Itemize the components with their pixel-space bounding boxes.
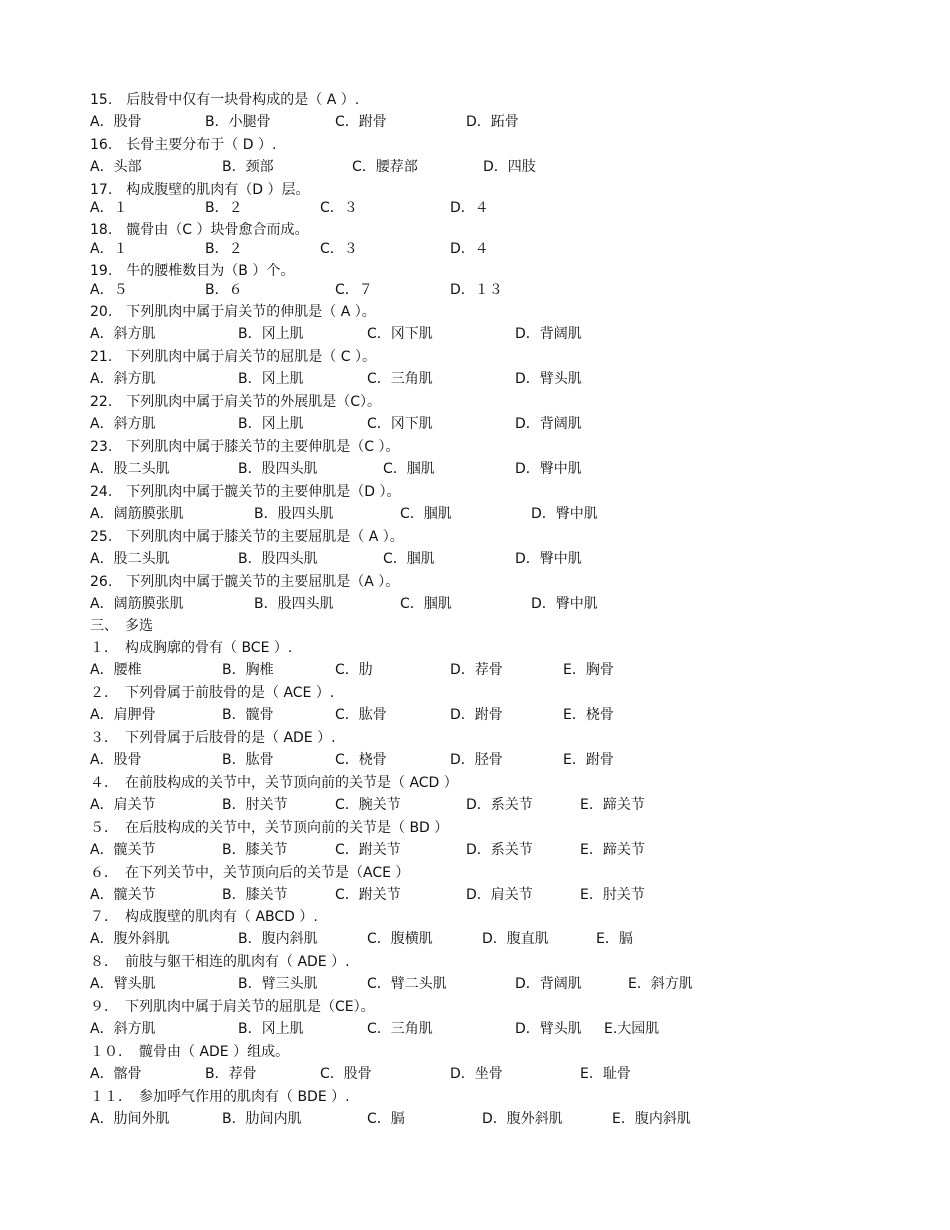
question-stem: 19. 牛的腰椎数目为（B ）个。: [90, 263, 295, 279]
answer-option: D．肩关节: [466, 887, 533, 903]
answer-option: A．头部: [90, 159, 142, 175]
answer-option: A．１: [90, 241, 128, 257]
answer-option: A．髂骨: [90, 1066, 142, 1082]
answer-option: A．股二头肌: [90, 461, 170, 477]
question-stem: ９． 下列肌肉中属于肩关节的屈肌是（CE）。: [90, 999, 375, 1015]
answer-option: D．４: [450, 241, 489, 257]
answer-option: C．腹横肌: [367, 931, 433, 947]
question-stem: ８． 前肢与躯干相连的肌肉有（ ADE ）.: [90, 954, 350, 970]
answer-option: C．３: [320, 241, 358, 257]
answer-option: B．肱骨: [222, 752, 274, 768]
answer-option: B．６: [205, 282, 243, 298]
question-stem: 25. 下列肌肉中属于膝关节的主要屈肌是（ A ）。: [90, 529, 404, 545]
answer-option: E．肘关节: [580, 887, 645, 903]
answer-option: C．臂二头肌: [367, 976, 447, 992]
answer-option: B．股四头肌: [254, 596, 334, 612]
answer-option: C．７: [335, 282, 373, 298]
answer-option: B．２: [205, 200, 243, 216]
question-stem: １０． 髋骨由（ ADE ）组成。: [90, 1044, 290, 1060]
answer-option: C．股骨: [320, 1066, 372, 1082]
answer-option: D．跖骨: [466, 114, 519, 130]
question-stem: 17. 构成腹壁的肌肉有（D ）层。: [90, 182, 310, 198]
answer-option: A．斜方肌: [90, 1021, 156, 1037]
answer-option: B．腹内斜肌: [238, 931, 318, 947]
question-stem: 15. 后肢骨中仅有一块骨构成的是（ A ）.: [90, 92, 360, 108]
answer-option: D．臂头肌: [515, 1021, 582, 1037]
answer-option: D．腹外斜肌: [482, 1111, 563, 1127]
answer-option: B．冈上肌: [238, 1021, 304, 1037]
answer-option: A．肩胛骨: [90, 707, 156, 723]
answer-option: C．三角肌: [367, 371, 433, 387]
answer-option: B．冈上肌: [238, 326, 304, 342]
answer-option: B．肋间内肌: [222, 1111, 302, 1127]
answer-option: B．髋骨: [222, 707, 274, 723]
answer-option: D．臂头肌: [515, 371, 582, 387]
answer-option: B．胸椎: [222, 662, 274, 678]
question-stem: １１． 参加呼气作用的肌肉有（ BDE ）.: [90, 1089, 350, 1105]
answer-option: B．２: [205, 241, 243, 257]
answer-option: E．耻骨: [580, 1066, 631, 1082]
question-stem: ６． 在下列关节中，关节顶向后的关节是（ACE ）: [90, 865, 410, 881]
answer-option: A．髋关节: [90, 887, 156, 903]
answer-option: D．臀中肌: [531, 506, 598, 522]
question-stem: ５． 在后肢构成的关节中，关节顶向前的关节是（ BD ）: [90, 820, 449, 836]
answer-option: C．腘肌: [383, 551, 435, 567]
answer-option: B．膝关节: [222, 887, 288, 903]
question-stem: 24. 下列肌肉中属于髋关节的主要伸肌是（D ）。: [90, 484, 401, 500]
answer-option: A．阔筋膜张肌: [90, 596, 184, 612]
answer-option: C．腕关节: [335, 797, 401, 813]
answer-option: C．三角肌: [367, 1021, 433, 1037]
answer-option: C．肱骨: [335, 707, 387, 723]
answer-option: C．腰荐部: [352, 159, 418, 175]
answer-option: B．股四头肌: [238, 551, 318, 567]
answer-option: D．背阔肌: [515, 416, 582, 432]
answer-option: C．跗关节: [335, 887, 401, 903]
answer-option: A．５: [90, 282, 128, 298]
answer-option: D．腹直肌: [482, 931, 549, 947]
answer-option: D．背阔肌: [515, 326, 582, 342]
question-stem: ４． 在前肢构成的关节中，关节顶向前的关节是（ ACD ）: [90, 775, 458, 791]
question-stem: 22. 下列肌肉中属于肩关节的外展肌是（C）。: [90, 394, 382, 410]
answer-option: E．跗骨: [563, 752, 614, 768]
question-stem: 26. 下列肌肉中属于髋关节的主要屈肌是（A ）。: [90, 574, 400, 590]
answer-option: A．斜方肌: [90, 326, 156, 342]
answer-option: D．荐骨: [450, 662, 503, 678]
answer-option: A．髋关节: [90, 842, 156, 858]
answer-option: B．小腿骨: [205, 114, 271, 130]
answer-option: D．臀中肌: [515, 461, 582, 477]
answer-option: A．腰椎: [90, 662, 142, 678]
question-stem: ７． 构成腹壁的肌肉有（ ABCD ）.: [90, 909, 318, 925]
answer-option: D．４: [450, 200, 489, 216]
answer-option: E．胸骨: [563, 662, 614, 678]
question-stem: 20. 下列肌肉中属于肩关节的伸肌是（ A ）。: [90, 304, 376, 320]
answer-option: C．跗骨: [335, 114, 387, 130]
answer-option: D．跗骨: [450, 707, 503, 723]
answer-option: B．膝关节: [222, 842, 288, 858]
answer-option: B．股四头肌: [254, 506, 334, 522]
answer-option: B．颈部: [222, 159, 274, 175]
answer-option: D．１３: [450, 282, 503, 298]
answer-option: B．股四头肌: [238, 461, 318, 477]
answer-option: E．膈: [596, 931, 633, 947]
answer-option: A．股二头肌: [90, 551, 170, 567]
answer-option: C．跗关节: [335, 842, 401, 858]
answer-option: B．肘关节: [222, 797, 288, 813]
answer-option: D．背阔肌: [515, 976, 582, 992]
answer-option: A．１: [90, 200, 128, 216]
answer-option: C．３: [320, 200, 358, 216]
answer-option: A．股骨: [90, 752, 142, 768]
answer-option: E．蹄关节: [580, 842, 645, 858]
question-stem: 16. 长骨主要分布于（ D ）.: [90, 137, 277, 153]
question-stem: 23. 下列肌肉中属于膝关节的主要伸肌是（C ）。: [90, 439, 400, 455]
answer-option: C．腘肌: [383, 461, 435, 477]
answer-option: A．腹外斜肌: [90, 931, 170, 947]
answer-option: C．腘肌: [400, 506, 452, 522]
answer-option: E．腹内斜肌: [612, 1111, 691, 1127]
answer-option: D．胫骨: [450, 752, 503, 768]
answer-option: A．股骨: [90, 114, 142, 130]
answer-option: A．阔筋膜张肌: [90, 506, 184, 522]
question-stem: １． 构成胸廓的骨有（ BCE ）.: [90, 640, 293, 656]
answer-option: D．系关节: [466, 842, 533, 858]
question-stem: 21. 下列肌肉中属于肩关节的屈肌是（ C ）。: [90, 349, 376, 365]
question-stem: ２． 下列骨属于前肢骨的是（ ACE ）.: [90, 685, 335, 701]
answer-option: B．荐骨: [205, 1066, 257, 1082]
answer-option: E.大园肌: [604, 1021, 660, 1037]
answer-option: C．膈: [367, 1111, 405, 1127]
answer-option: C．腘肌: [400, 596, 452, 612]
answer-option: D．系关节: [466, 797, 533, 813]
answer-option: D．四肢: [483, 159, 536, 175]
answer-option: E．蹄关节: [580, 797, 645, 813]
question-stem: ３． 下列骨属于后肢骨的是（ ADE ）.: [90, 730, 336, 746]
answer-option: A．斜方肌: [90, 371, 156, 387]
question-stem: 18. 髋骨由（C ）块骨愈合而成。: [90, 222, 309, 238]
answer-option: C．冈下肌: [367, 326, 433, 342]
section-heading: 三、 多选: [90, 618, 153, 634]
answer-option: C．冈下肌: [367, 416, 433, 432]
answer-option: D．臀中肌: [531, 596, 598, 612]
answer-option: A．臂头肌: [90, 976, 156, 992]
answer-option: E．斜方肌: [628, 976, 693, 992]
answer-option: B．冈上肌: [238, 416, 304, 432]
answer-option: E．桡骨: [563, 707, 614, 723]
answer-option: A．肩关节: [90, 797, 156, 813]
answer-option: B．冈上肌: [238, 371, 304, 387]
answer-option: B．臂三头肌: [238, 976, 318, 992]
answer-option: D．臀中肌: [515, 551, 582, 567]
answer-option: D．坐骨: [450, 1066, 503, 1082]
answer-option: A．斜方肌: [90, 416, 156, 432]
answer-option: C．肋: [335, 662, 373, 678]
answer-option: A．肋间外肌: [90, 1111, 170, 1127]
answer-option: C．桡骨: [335, 752, 387, 768]
